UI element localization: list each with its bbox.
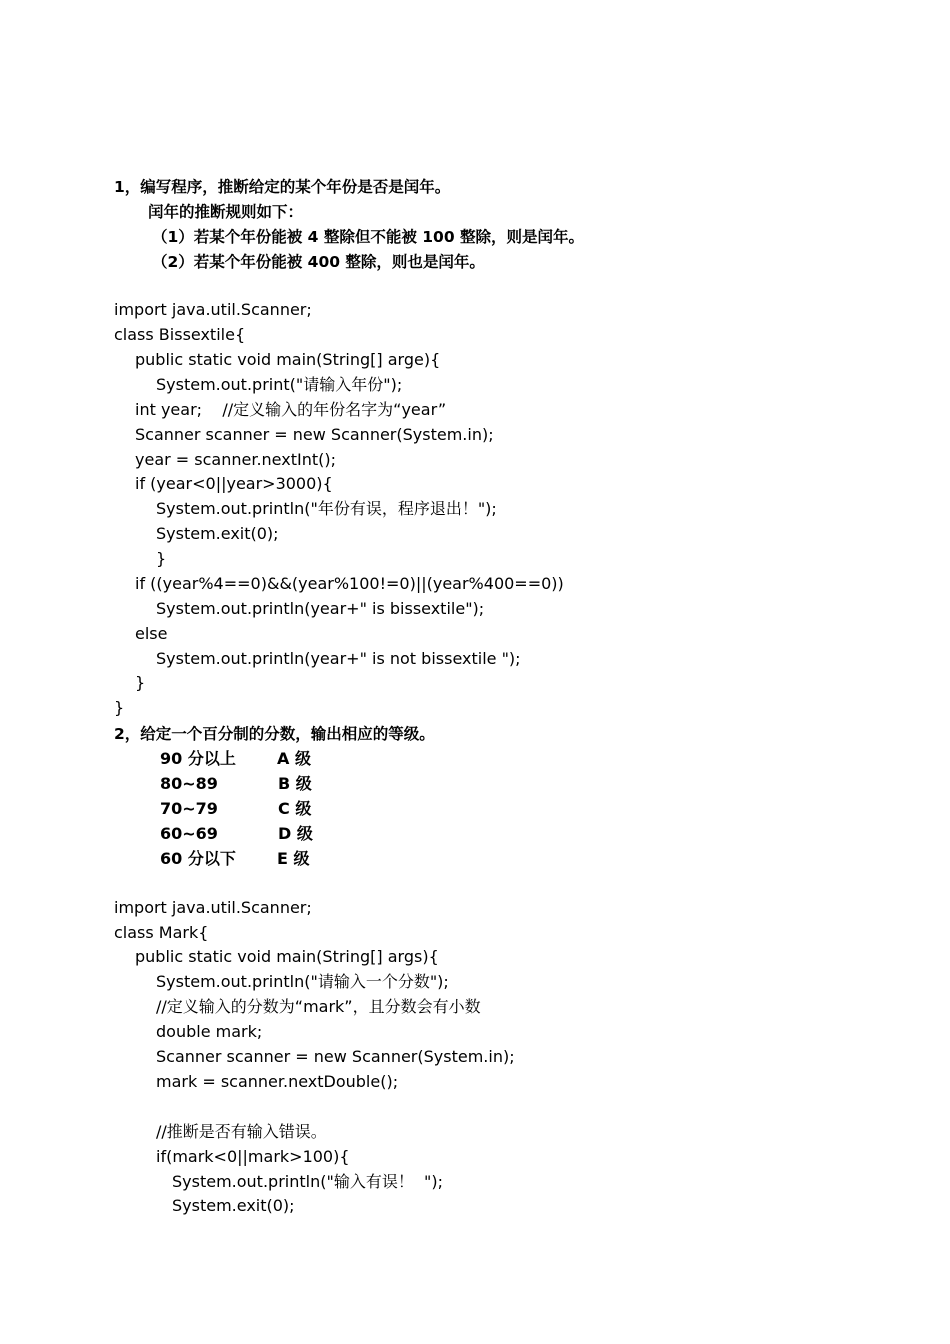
code-line: mark = scanner.nextDouble(); bbox=[156, 1072, 399, 1091]
section1-title: 1，编写程序，推断给定的某个年份是否是闰年。 bbox=[114, 178, 451, 196]
section1-rule2: （2）若某个年份能被 400 整除，则也是闰年。 bbox=[152, 253, 485, 271]
code-line: //推断是否有输入错误。 bbox=[156, 1122, 327, 1141]
code-line: year = scanner.nextInt(); bbox=[135, 450, 336, 469]
code-line: if(mark<0||mark>100){ bbox=[156, 1147, 350, 1166]
grade-level: A 级 bbox=[277, 749, 311, 768]
section1-rules-heading: 闰年的推断规则如下： bbox=[148, 203, 304, 221]
code-line: //定义输入的分数为“mark”，且分数会有小数 bbox=[156, 997, 481, 1016]
code-line: System.out.println("年份有误，程序退出！"); bbox=[156, 499, 497, 518]
grade-level: C 级 bbox=[278, 799, 312, 818]
grade-level: D 级 bbox=[278, 824, 313, 843]
code-line: Scanner scanner = new Scanner(System.in); bbox=[135, 425, 494, 444]
code-line: class Mark{ bbox=[114, 923, 209, 942]
code-line: } bbox=[135, 673, 146, 692]
code-line: public static void main(String[] args){ bbox=[135, 947, 439, 966]
grade-level: E 级 bbox=[277, 849, 310, 868]
code-line: System.out.println(year+" is not bissextile "); bbox=[156, 649, 521, 668]
code-line: class Bissextile{ bbox=[114, 325, 246, 344]
section2-title: 2，给定一个百分制的分数，输出相应的等级。 bbox=[114, 725, 435, 743]
code-line: if ((year%4==0)&&(year%100!=0)||(year%400==0)) bbox=[135, 574, 564, 593]
section1-rule1: （1）若某个年份能被 4 整除但不能被 100 整除，则是闰年。 bbox=[152, 228, 585, 246]
code-line: Scanner scanner = new Scanner(System.in); bbox=[156, 1047, 515, 1066]
grade-range: 90 分以上 bbox=[160, 749, 236, 768]
grade-range: 60~69 bbox=[160, 824, 218, 843]
grade-level: B 级 bbox=[278, 774, 312, 793]
code-line: else bbox=[135, 624, 168, 643]
code-line: System.out.println("请输入一个分数"); bbox=[156, 972, 449, 991]
code-line: System.exit(0); bbox=[172, 1196, 295, 1215]
grade-range: 80~89 bbox=[160, 774, 218, 793]
code-line: import java.util.Scanner; bbox=[114, 300, 312, 319]
code-line: double mark; bbox=[156, 1022, 263, 1041]
code-line: import java.util.Scanner; bbox=[114, 898, 312, 917]
code-line: } bbox=[114, 698, 125, 717]
grade-range: 60 分以下 bbox=[160, 849, 236, 868]
grade-range: 70~79 bbox=[160, 799, 218, 818]
code-line: System.out.print("请输入年份"); bbox=[156, 375, 403, 394]
code-line: System.out.println(year+" is bissextile"); bbox=[156, 599, 485, 618]
code-line: System.out.println("输入有误！ "); bbox=[172, 1172, 443, 1191]
code-line: } bbox=[156, 549, 167, 568]
code-line: public static void main(String[] arge){ bbox=[135, 350, 441, 369]
code-line: int year; //定义输入的年份名字为“year” bbox=[135, 400, 447, 419]
code-line: System.exit(0); bbox=[156, 524, 279, 543]
code-line: if (year<0||year>3000){ bbox=[135, 474, 333, 493]
